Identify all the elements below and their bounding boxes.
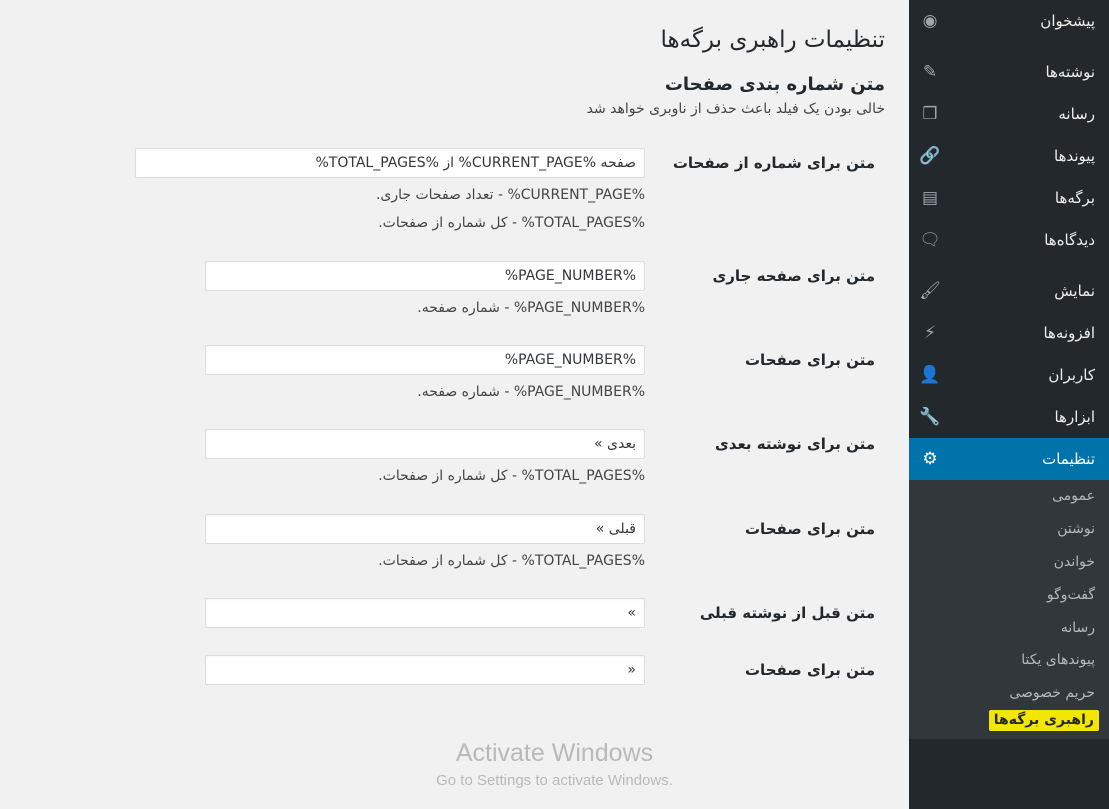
submenu-item-page-navigation[interactable]: راهبری برگه‌ها (989, 710, 1099, 731)
sidebar-item-label: دیدگاه‌ها (1044, 230, 1095, 249)
admin-sidebar (909, 0, 1109, 809)
sidebar-item-label: افزونه‌ها (1043, 323, 1095, 342)
sidebar-item-appearance[interactable] (909, 270, 1109, 312)
page-number-text-input[interactable] (135, 148, 645, 178)
section-description: خالی بودن یک فیلد باعث حذف از ناوبری خواهد شد (586, 100, 885, 117)
pages-icon: ▤ (921, 188, 939, 208)
submenu-item-media[interactable]: رسانه (1060, 619, 1095, 636)
settings-row (24, 416, 885, 500)
before-previous-post-text-input[interactable] (205, 598, 645, 628)
settings-row (24, 248, 885, 332)
field-cell (24, 501, 655, 585)
pin-icon: ✎ (922, 62, 938, 82)
field-label: متن برای صفحات (744, 519, 875, 538)
current-page-text-input[interactable] (205, 261, 645, 291)
sidebar-item-plugins[interactable] (909, 312, 1109, 354)
sidebar-item-label: کاربران (1048, 365, 1095, 384)
submenu-item-discussion[interactable]: گفت‌وگو (1046, 586, 1095, 603)
settings-icon: ⚙ (922, 449, 938, 469)
submenu-item-writing[interactable]: نوشتن (1057, 520, 1095, 537)
field-description-2: %TOTAL_PAGES% - کل شماره از صفحات. (378, 215, 645, 232)
sidebar-item-label: برگه‌ها (1054, 188, 1095, 207)
settings-row (24, 501, 885, 585)
sidebar-item-comments[interactable] (909, 219, 1109, 261)
sidebar-item-label: پیشخوان (1040, 11, 1095, 30)
field-label: متن برای صفحه جاری (712, 266, 875, 285)
settings-row (24, 585, 885, 642)
submenu-item-permalinks[interactable]: پیوندهای یکتا (1021, 652, 1095, 669)
sidebar-item-dashboard[interactable] (909, 0, 1109, 42)
sidebar-item-label: نوشته‌ها (1045, 62, 1095, 81)
menu-separator (909, 261, 1109, 270)
field-description-1: %TOTAL_PAGES% - کل شماره از صفحات. (378, 552, 645, 569)
settings-row (24, 642, 885, 699)
field-cell (24, 642, 655, 699)
pages-text-input[interactable] (205, 345, 645, 375)
field-description-1: %PAGE_NUMBER% - شماره صفحه. (417, 384, 645, 401)
previous-pages-text-input[interactable] (205, 514, 645, 544)
comments-icon: 🗨 (919, 230, 941, 250)
media-icon: ❒ (922, 104, 938, 124)
sidebar-item-tools[interactable] (909, 396, 1109, 438)
field-label: متن برای نوشته بعدی (715, 435, 875, 454)
field-cell (24, 248, 655, 332)
sidebar-item-label: رسانه (1058, 104, 1095, 123)
field-cell (24, 585, 655, 642)
field-label: متن برای صفحات (744, 351, 875, 370)
field-label: متن برای شماره از صفحات (672, 153, 875, 172)
field-cell (24, 135, 655, 248)
tools-icon: 🔧 (919, 407, 941, 427)
field-description-1: %TOTAL_PAGES% - کل شماره از صفحات. (378, 468, 645, 485)
settings-row (24, 135, 885, 248)
sidebar-item-media[interactable] (909, 93, 1109, 135)
field-description-1: %CURRENT_PAGE% - تعداد صفحات جاری. (375, 186, 645, 203)
submenu-item-reading[interactable]: خواندن (1053, 553, 1095, 570)
users-icon: 👤 (919, 365, 941, 385)
sidebar-item-posts[interactable] (909, 51, 1109, 93)
field-cell (24, 416, 655, 500)
page-title: تنظیمات راهبری برگه‌ها (660, 27, 885, 53)
field-description-1: %PAGE_NUMBER% - شماره صفحه. (417, 299, 645, 316)
sidebar-item-label: تنظیمات (1042, 449, 1095, 468)
field-label: متن قبل از نوشته قبلی (699, 604, 875, 623)
appearance-icon: 🖌 (919, 281, 941, 301)
submenu-item-general[interactable]: عمومی (1052, 488, 1095, 504)
dashboard-icon: ◉ (922, 11, 938, 31)
sidebar-item-label: ابزارها (1054, 407, 1095, 426)
watermark-title: Activate Windows (455, 739, 654, 767)
field-cell (24, 332, 655, 416)
watermark-subtitle: Go to Settings to activate Windows. (436, 772, 673, 789)
sidebar-item-settings[interactable] (909, 438, 1109, 480)
settings-form-table (24, 135, 885, 699)
next-post-text-input[interactable] (205, 429, 645, 459)
link-icon: 🔗 (919, 146, 941, 166)
sidebar-item-links[interactable] (909, 135, 1109, 177)
sidebar-item-pages[interactable] (909, 177, 1109, 219)
settings-row (24, 332, 885, 416)
menu-separator (909, 42, 1109, 51)
settings-submenu (909, 480, 1109, 739)
pages-suffix-text-input[interactable] (205, 655, 645, 685)
sidebar-item-label: پیوندها (1054, 146, 1095, 165)
sidebar-item-label: نمایش (1054, 281, 1095, 300)
section-title: متن شماره بندی صفحات (664, 73, 885, 95)
submenu-item-privacy[interactable]: حریم خصوصی (1009, 685, 1095, 702)
field-label: متن برای صفحات (744, 661, 875, 680)
sidebar-item-users[interactable] (909, 354, 1109, 396)
plugins-icon: ⚡ (924, 323, 936, 343)
